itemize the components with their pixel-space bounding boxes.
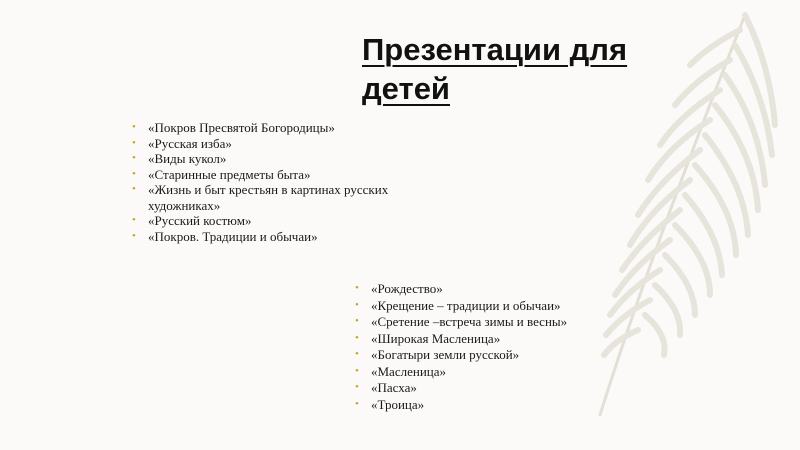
bullet-icon: • — [132, 229, 136, 242]
list-item[interactable] — [355, 364, 595, 380]
list-item[interactable] — [355, 281, 595, 297]
list-item[interactable] — [355, 298, 595, 314]
list-item[interactable] — [132, 167, 422, 183]
bullet-icon: • — [355, 315, 359, 327]
list-item[interactable] — [355, 397, 595, 413]
list-item-label: «Жизнь и быт крестьян в картинах русских художниках» — [148, 182, 389, 213]
list-item-label: «Широкая Масленица» — [371, 330, 501, 346]
list-item-label: «Русская изба» — [148, 135, 232, 151]
list-item-label: «Богатыри земли русской» — [371, 347, 520, 362]
list-item[interactable] — [132, 120, 422, 136]
list-item[interactable] — [355, 331, 595, 347]
list-item[interactable] — [355, 380, 595, 396]
list-item-label: «Крещение – традиции и обычаи» — [371, 297, 561, 313]
list-item-label: «Старинные предметы быта» — [148, 166, 311, 182]
list-item[interactable] — [132, 213, 422, 229]
bullet-icon: • — [355, 348, 359, 360]
bullet-icon: • — [132, 183, 136, 195]
left-presentation-list — [132, 120, 422, 244]
list-item[interactable] — [355, 314, 595, 330]
list-item-label: «Виды кукол» — [148, 151, 227, 166]
bullet-icon: • — [355, 364, 359, 377]
list-item[interactable] — [132, 182, 422, 213]
bullet-icon: • — [355, 331, 359, 344]
list-item-label: «Сретение –встреча зимы и весны» — [371, 314, 568, 329]
list-item-label: «Покров Пресвятой Богородицы» — [148, 120, 335, 135]
bullet-icon: • — [132, 152, 136, 164]
bullet-icon: • — [132, 121, 136, 133]
bullet-icon: • — [132, 167, 136, 180]
list-item[interactable] — [132, 229, 422, 245]
bullet-icon: • — [355, 397, 359, 410]
right-presentation-list — [355, 281, 595, 413]
list-item[interactable] — [132, 151, 422, 167]
page-title: Презентации для детей — [362, 32, 628, 106]
list-item[interactable] — [355, 347, 595, 363]
bullet-icon: • — [355, 381, 359, 393]
list-item-label: «Масленица» — [371, 363, 446, 379]
list-item-label: «Троица» — [371, 396, 425, 412]
list-item-label: «Пасха» — [371, 380, 417, 395]
bullet-icon: • — [132, 136, 136, 149]
list-item-label: «Русский костюм» — [148, 213, 252, 228]
bullet-icon: • — [132, 214, 136, 226]
list-item-label: «Покров. Традиции и обычаи» — [148, 228, 318, 244]
list-item[interactable] — [132, 136, 422, 152]
bullet-icon: • — [355, 282, 359, 294]
bullet-icon: • — [355, 298, 359, 311]
list-item-label: «Рождество» — [371, 281, 443, 296]
